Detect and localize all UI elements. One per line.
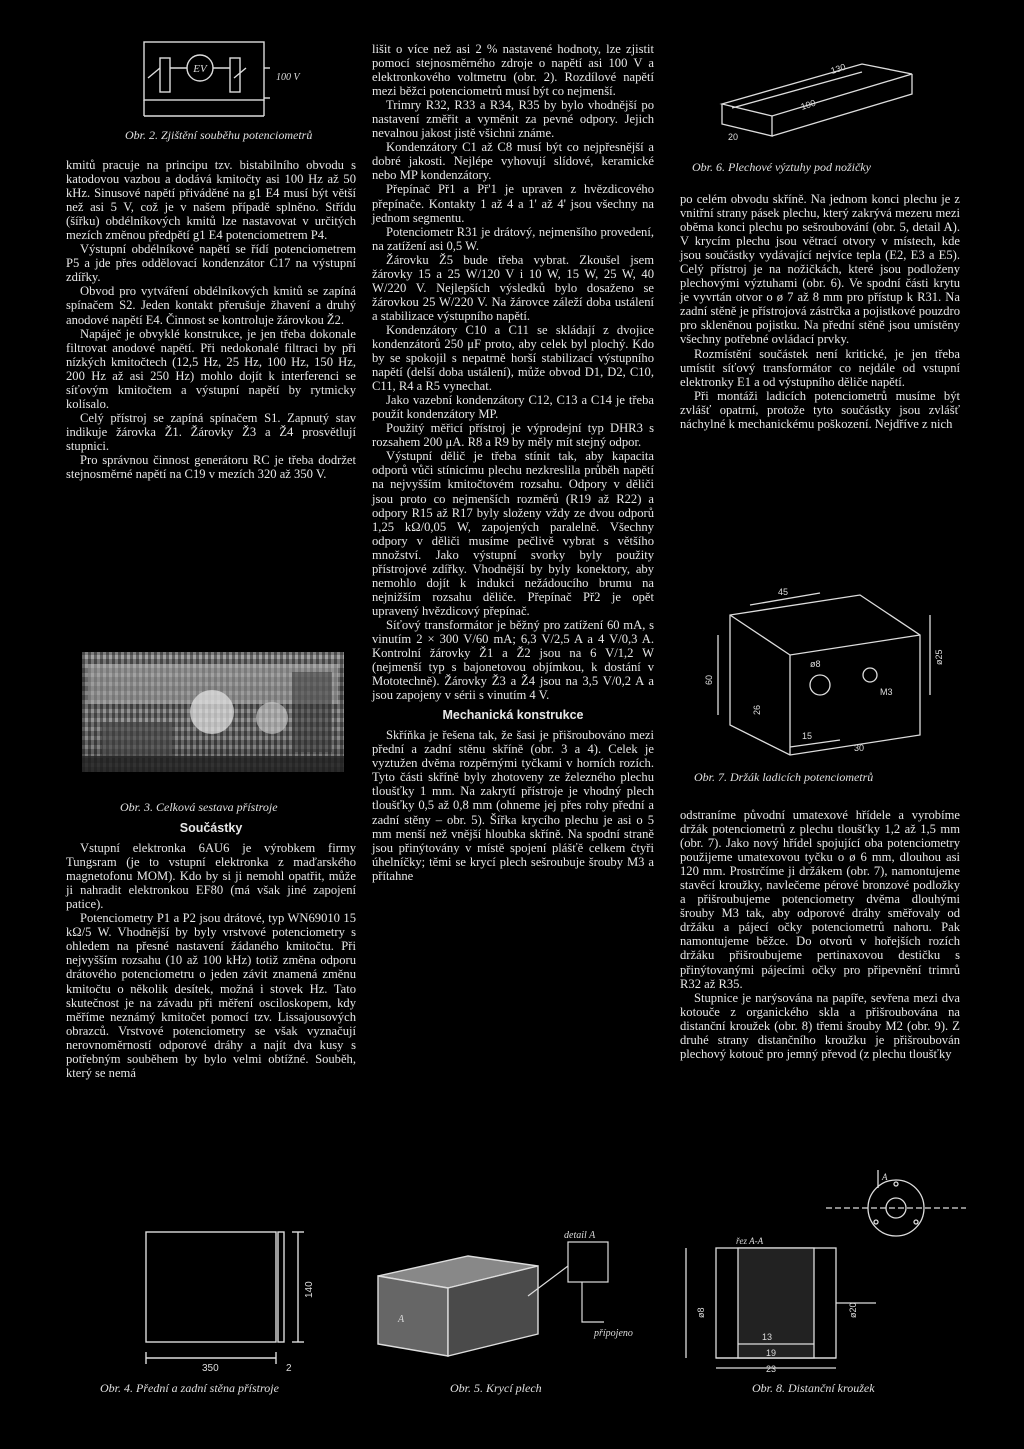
paragraph: Jako vazební kondenzátory C12, C13 a C14 je třeba použít kondenzátory MP. — [372, 393, 654, 422]
figure-8-spacer-ring — [676, 1168, 966, 1373]
figure-6-stiffeners — [712, 44, 972, 144]
figure-7-potentiometer-holder — [690, 575, 970, 760]
caption-fig-4: Obr. 4. Přední a zadní stěna přístroje — [100, 1381, 279, 1395]
paragraph: Obvod pro vytváření obdélníkových kmitů se zapíná spínačem S2. Jeden kontakt přerušuje žhavení a druhý anodové napětí E4. Činnost se kontroluje žárovkou Ž2. — [66, 284, 356, 327]
column-3-top — [680, 192, 960, 431]
dim-100: 100 — [799, 97, 817, 112]
column-1-top — [66, 158, 356, 481]
dim-8: ø8 — [810, 659, 821, 669]
photo-complete-assembly — [82, 652, 344, 772]
dim-width: 350 — [202, 1363, 219, 1373]
column-1-bottom — [66, 815, 356, 1080]
dim-26: 26 — [752, 704, 762, 715]
paragraph: lišit o více než asi 2 % nastavené hodnoty, lze zjistit pomocí stejnosměrného zdroje o napětí asi 100 V a elektronkového voltmetru (obr. 2). Rozdílové napětí mezi běžci potenciometrů musí být co nejmenší. — [372, 42, 654, 99]
voltage-label: 100 V — [276, 72, 300, 83]
dim-13: 13 — [762, 1332, 773, 1342]
caption-fig-2: Obr. 2. Zjištění souběhu potenciometrů — [125, 128, 313, 142]
dim-45: 45 — [778, 587, 789, 597]
section-marker: A — [882, 1172, 888, 1182]
paragraph: Pro správnou činnost generátoru RC je třeba dodržet stejnosměrné napětí na C19 v mezích 320 až 350 V. — [66, 452, 356, 482]
dim-thickness: 2 — [286, 1363, 292, 1373]
paragraph: Napáječ je obvyklé konstrukce, je jen třeba dokonale filtrovat anodové napětí. Při nedokonalé filtraci by při nízkých kmitočtech (12,5 Hz, 25 Hz, 100 Hz, 150 Hz, 200 Hz až asi 250 Hz) mohlo dojít k interferenci se síťovým kmitočtem a výstupní napětí by rytmicky kolísalo. — [66, 326, 356, 411]
paragraph: Použitý měřicí přístroj je výprodejní typ DHR3 s rozsahem 200 μA. R8 a R9 by měly mít stejný odpor. — [372, 421, 654, 450]
ring-drawing — [676, 1168, 966, 1373]
panel-drawing — [140, 1228, 320, 1373]
paragraph: po celém obvodu skříně. Na jednom konci plechu je z vnitřní strany pásek plechu, který zakrývá mezeru mezi oběma konci plechu po sešroubování (obr. 5, detail A). V krycím plechu jsou větrací otvory v místech, kde jsou součástky vydávající nejvíce tepla (E2, E3 a E5). Celý přístroj je na nožičkách, které jsou podloženy plechovými výztuhami (obr. 6). Ve spodní části krytu je vyvrtán otvor o ø 7 až 8 mm pro přístup k R31. Na zadní stěně je přístrojová zástrčka a pojistkové pouzdro pro skleněnou pojistku. Na přední stěně jsou umístěny všechny potřebné ovládací prvky. — [680, 192, 960, 347]
cover-drawing — [368, 1226, 658, 1376]
figure-5-cover-sheet — [368, 1226, 658, 1376]
paragraph: Při montáži ladicích potenciometrů musíme být zvlášť opatrní, protože tyto součástky jsou zvlášť náchylné k mechanickému poškození. Nejdříve z nich — [680, 388, 960, 431]
paragraph: Potenciometry P1 a P2 jsou drátové, typ WN69010 15 kΩ/5 W. Vhodnější by byly vrstvové potenciometry s ohledem na přesné nastavení žádaného kmitočtu. Při nejvyšším rozsahu (10 až 100 kHz) totiž změna odporu drátového potenciometru o jeden závit znamená změnu kmitočtu o několik desítek, možná i stovek Hz. Tato skutečnost je na závadu při měření osciloskopem, kdy měříme neznámý kmitočet pomocí tzv. Lissajousových obrazců. Vrstvové potenciometry se však vyznačují nerovnoměrností odporové dráhy a najít dva kusy s potřebným souběhem by bylo velmi obtížné. Souběh, který se nemá — [66, 911, 356, 1080]
ev-label: EV — [193, 63, 207, 75]
figure-4-front-rear-panel — [140, 1228, 320, 1373]
dim-20: ø20 — [848, 1302, 858, 1318]
paragraph: kmitů pracuje na principu tzv. bistabilního obvodu s katodovou vazbou a dodává kmitočty asi 100 Hz až 50 kHz. Sinusové napětí přiváděné na g1 E4 musí být větší než asi 5 V, což je v našem případě splněno. Střídu (šířku) obdélníkových kmitů lze nastavovat v určitých mezích změnou předpětí g1 E4 potenciometrem P4. — [66, 158, 356, 243]
dim-15: 15 — [802, 731, 813, 741]
section-heading-mechanical: Mechanická konstrukce — [442, 708, 584, 723]
caption-fig-5: Obr. 5. Krycí plech — [450, 1381, 542, 1395]
paragraph: Přepínač Př1 a Př'1 je upraven z hvězdicového přepínače. Kontakty 1 až 4 a 1' až 4' jsou všechny na jednom segmentu. — [372, 182, 654, 225]
dim-25: ø25 — [934, 649, 944, 665]
stiffener-drawing — [712, 44, 972, 144]
column-3-bottom — [680, 808, 960, 1061]
photo-detail — [82, 652, 344, 772]
paragraph: Kondenzátory C1 až C8 musí být co nejpřesnější a dobré jakosti. Nejlépe vyhovují slídové, keramické nebo MP kondenzátory. — [372, 140, 654, 183]
dim-23: 23 — [766, 1364, 777, 1373]
paragraph: Síťový transformátor je běžný pro zatížení 60 mA, s vinutím 2 × 300 V/60 mA; 6,3 V/2,5 A a 4 V/0,3 A. Kontrolní žárovky Ž1 a Ž2 jsou na 6 V/1,2 W (nejmenší typ s bajonetovou objímkou, k dostání v Mototechně). Žárovky Ž3 a Ž4 jsou na 3,5 V/0,2 A a jsou zapojeny v sérii s vinutím 4 V. — [372, 617, 654, 703]
section-label: řez A-A — [736, 1236, 764, 1246]
dim-130: 130 — [829, 61, 847, 76]
dim-30: 30 — [854, 743, 865, 753]
paragraph: Kondenzátory C10 a C11 se skládají z dvojice kondenzátorů 250 μF proto, aby celek byl plochý. Kdo by se spokojil s nepatrně horší stabilizací výstupního napětí (delší doba ustálení), může obvod D1, D2, C10, C11, R4 a R5 vynechat. — [372, 322, 654, 394]
caption-fig-7: Obr. 7. Držák ladicích potenciometrů — [694, 770, 874, 784]
circuit-diagram — [138, 38, 308, 126]
caption-fig-6: Obr. 6. Plechové výztuhy pod nožičky — [692, 160, 871, 174]
paragraph: Trimry R32, R33 a R34, R35 by bylo vhodnější po nastavení změřit a vyměnit za pevné odpory. Jejich nevalnou jakost jistě všichni známe. — [372, 98, 654, 141]
paragraph: Skříňka je řešena tak, že šasi je přišroubováno mezi přední a zadní stěnu skříně (obr. 3 a 4). Celek je vyztužen dvěma rozpěrnými tyčkami v horních rozích. Tyto části skříně byly zhotoveny ze železného plechu tloušťky 1 mm. Na zakrytí přístroje je vhodný plech tloušťky 0,5 až 0,8 mm (ohneme jej přes rohy přední a zadní stěny – obr. 5). Šířka krycího plechu je asi o 5 mm menší než vnější hloubka skříně. Na spodní straně jsou přinýtovány v místě spojení plášťě celkem čtyři úhelníčky; těmi se krycí plech sešroubuje šrouby M3 a přítahne — [372, 728, 654, 883]
column-2 — [372, 42, 654, 883]
dim-20: 20 — [728, 132, 739, 142]
attached-label: přípojeno — [594, 1328, 633, 1339]
paragraph: Výstupní dělič je třeba stínit tak, aby kapacita odporů vůči stínicímu plechu nezkreslila průběh napětí na nejvyšším kmitočtovém rozsahu. Odpory v děliči jsou proto co nejmenších rozměrů (R19 až R22) a odpory R15 až R17 byly složeny vždy ze dvou odporů 1,25 kΩ/0,05 W, zapojených paralelně. Všechny odpory v děliči musíme pečlivě vybrat s většího množství. Jako výstupní svorky byly použity přístrojové zdířky. Vhodnější by byly konektory, aby nemohlo dojít k indukci nežádoucího brumu na nejnižším rozsahu děliče. Přepínač Př2 je opět upravený hvězdicový přepínač. — [372, 449, 654, 618]
paragraph: Rozmístění součástek není kritické, je jen třeba umístit síťový transformátor co nejdále od vstupní elektronky E1 a od výstupního děliče napětí. — [680, 346, 960, 389]
dim-height: 140 — [304, 1281, 315, 1298]
dim-8: ø8 — [696, 1307, 706, 1318]
holder-drawing — [690, 575, 970, 760]
screw-m3: M3 — [880, 687, 893, 697]
figure-2-circuit — [138, 38, 308, 126]
paragraph: Žárovku Ž5 bude třeba vybrat. Zkoušel jsem žárovky 15 a 25 W/120 V i 10 W, 15 W, 25 W, 40 W/220 V. Nejlepších výsledků bylo dosaženo se žárovkou 25 W/220 V. Na žárovce záleží doba ustálení a stabilizace výstupního napětí. — [372, 252, 654, 323]
caption-fig-3: Obr. 3. Celková sestava přístroje — [120, 800, 278, 814]
dim-19: 19 — [766, 1348, 777, 1358]
section-heading-components: Součástky — [179, 821, 243, 835]
paragraph: Potenciometr R31 je drátový, nejmenšího provedení, na zatížení asi 0,5 W. — [372, 224, 654, 253]
paragraph: Stupnice je narýsována na papíře, sevřena mezi dva kotouče z organického skla a přišroubována na distanční kroužek (obr. 8) třemi šrouby M2 (obr. 9). Z druhé strany distančního kroužku je přišroubován plechový kotouč pro jemný převod (z plechu tloušťky — [680, 990, 960, 1061]
detail-marker: A — [398, 1314, 405, 1325]
caption-fig-8: Obr. 8. Distanční kroužek — [752, 1381, 875, 1395]
paragraph: odstraníme původní umatexové hřídele a vyrobíme držák potenciometrů z plechu tloušťky 1,2 až 1,5 mm (obr. 7). Jako nový hřídel spojující oba potenciometry použijeme umatexovou tyčku o ø 6 mm, dlouhou asi 120 mm. Prostrčíme ji držákem (obr. 7), namontujeme stavěcí kroužky, navlečeme pérové bronzové podložky a přišroubujeme potenciometry dvěma dlouhými šrouby M3 tak, aby odporové dráhy směřovaly od držáku a pájecí očky potenciometrů nahoru. Pak namontujeme běžce. Do otvorů v hořejších rozích držáku přišroubujeme pertinaxovou destičku s přinýtovanými pájecími očky pro připevnění trimrů R32 až R35. — [680, 808, 960, 991]
paragraph: Celý přístroj se zapíná spínačem S1. Zapnutý stav indikuje žárovka Ž1. Žárovky Ž3 a Ž4 prosvětlují stupnici. — [66, 410, 356, 453]
dim-60: 60 — [704, 674, 714, 685]
detail-label: detail A — [564, 1230, 596, 1241]
paragraph: Výstupní obdélníkové napětí se řídí potenciometrem P5 a jde přes oddělovací kondenzátor C17 na výstupní zdířky. — [66, 242, 356, 285]
paragraph: Vstupní elektronka 6AU6 je výrobkem firmy Tungsram (je to vstupní elektronka z maďarského magnetofonu MOM). Kdo by si ji nemohl opatřit, může ji nahradit elektronkou EF80 (má však jiné zapojení patice). — [66, 841, 356, 912]
